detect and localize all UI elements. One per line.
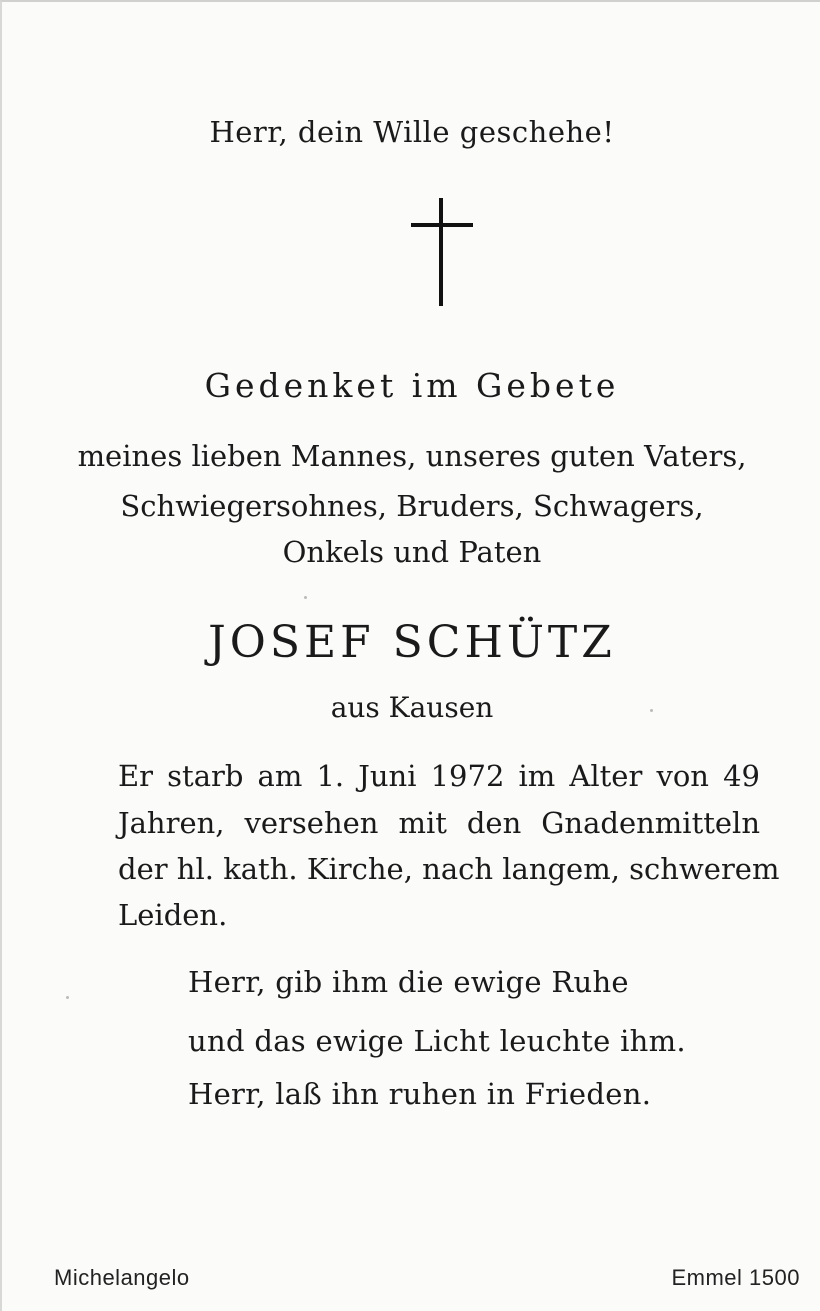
paper-speck bbox=[304, 596, 307, 599]
relation-line: Onkels und Paten bbox=[282, 535, 542, 569]
latin-cross-icon bbox=[411, 198, 473, 308]
paper-speck bbox=[66, 996, 69, 999]
intro-heading: Gedenket im Gebete bbox=[204, 366, 620, 405]
cross-horizontal-beam bbox=[411, 223, 473, 227]
relation-line: meines lieben Mannes, unseres guten Vaters, bbox=[77, 439, 747, 473]
artist-credit: Michelangelo bbox=[54, 1265, 190, 1290]
print-code: Emmel 1500 bbox=[671, 1265, 800, 1290]
prayer-line: Herr, gib ihm die ewige Ruhe bbox=[188, 965, 629, 999]
prayer-line: Herr, laß ihn ruhen in Frieden. bbox=[188, 1077, 652, 1111]
deceased-name: JOSEF SCHÜTZ bbox=[208, 617, 616, 668]
death-paragraph-line: Er starb am 1. Juni 1972 im Alter von 49 bbox=[118, 759, 760, 793]
motto: Herr, dein Wille geschehe! bbox=[209, 115, 615, 149]
paper-speck bbox=[650, 709, 653, 712]
death-paragraph-line: Jahren, versehen mit den Gnadenmitteln bbox=[118, 806, 760, 840]
hometown: aus Kausen bbox=[330, 691, 494, 724]
prayer-line: und das ewige Licht leuchte ihm. bbox=[188, 1024, 686, 1058]
cross-vertical-beam bbox=[439, 198, 443, 306]
death-paragraph-line: Leiden. bbox=[118, 898, 228, 932]
death-paragraph-line: der hl. kath. Kirche, nach langem, schwerem bbox=[118, 852, 780, 886]
relation-line: Schwiegersohnes, Bruders, Schwagers, bbox=[120, 489, 704, 523]
